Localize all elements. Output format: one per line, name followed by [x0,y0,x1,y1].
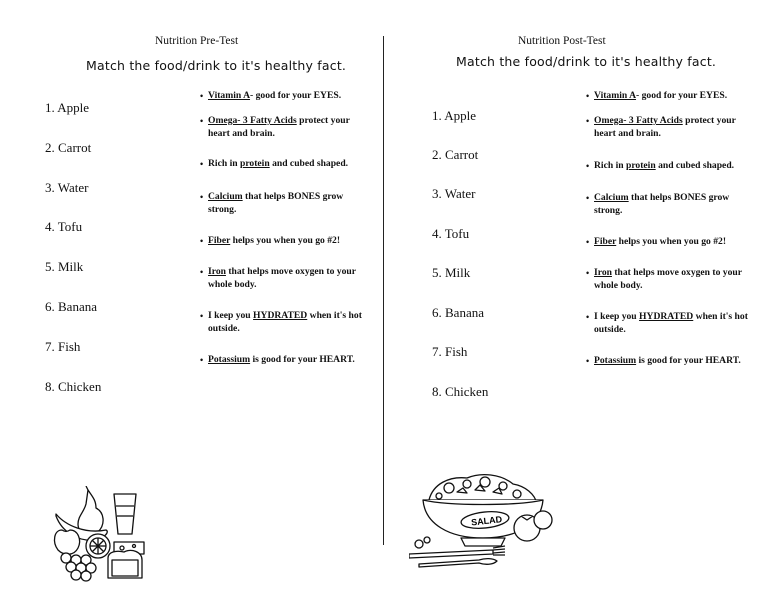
fact-lead: Rich in [594,160,626,171]
fact-hydrated [200,310,368,335]
food-item-tofu: 4. Tofu [45,219,83,234]
fact-lead: I keep you [594,311,640,322]
bullet-icon: • [586,268,590,278]
food-item-carrot: 2. Carrot [45,140,92,155]
fact-rest: and cubed shaped. [269,158,349,169]
fact-rest: - good for your EYES. [636,90,728,101]
fact-rest: and cubed shaped. [655,160,735,171]
food-item-apple: 1. Apple [432,108,477,123]
bullet-icon: • [200,311,204,321]
post-test-instructions: Match the food/drink to it's healthy fact. [456,54,717,69]
bullet-icon: • [200,116,204,126]
food-item-water: 3. Water [45,180,89,195]
bullet-icon: • [200,355,204,365]
salad-bowl-clipart-icon [409,470,559,570]
fact-rest: protect your heart and brain. [594,115,736,139]
food-item-apple: 1. Apple [45,100,90,115]
food-item-milk: 5. Milk [45,259,84,274]
post-test-section [385,0,768,594]
fact-calcium [200,191,368,216]
fruit-clipart-icon [52,486,152,582]
pre-test-instructions: Match the food/drink to it's healthy fact. [86,58,347,73]
fact-key: Iron [594,267,612,278]
fact-rest: helps you when you go #2! [230,235,341,246]
fact-key: protein [240,158,270,169]
food-item-tofu: 4. Tofu [432,226,470,241]
fact-key: Vitamin A [594,90,637,101]
fact-lead: Rich in [208,158,240,169]
food-item-chicken: 8. Chicken [432,384,489,399]
fact-potassium [586,355,764,368]
fact-fiber [200,235,378,248]
fact-rest: is good for your HEART. [636,355,741,366]
fact-rest: helps you when you go #2! [616,236,727,247]
bullet-icon: • [200,236,204,246]
post-test-title: Nutrition Post-Test [518,35,606,47]
bullet-icon: • [200,192,204,202]
food-item-banana: 6. Banana [432,305,484,320]
fact-lead: I keep you [208,310,254,321]
bullet-icon: • [586,312,590,322]
bullet-icon: • [200,267,204,277]
fact-protein [200,158,378,171]
pre-test-title: Nutrition Pre-Test [155,35,239,47]
fact-iron [586,267,754,292]
bullet-icon: • [586,356,590,366]
fact-rest: protect your heart and brain. [208,115,350,139]
fact-key: Omega- 3 Fatty Acids [594,115,683,126]
fact-key: Calcium [208,191,243,202]
food-item-water: 3. Water [432,186,476,201]
fact-key: Fiber [208,235,231,246]
fact-rest: that helps move oxygen to your whole body. [208,266,356,290]
fact-vitamin-a [586,90,759,103]
bullet-icon: • [586,91,590,101]
fact-rest: is good for your HEART. [250,354,355,365]
food-item-banana: 6. Banana [45,299,97,314]
fact-key: HYDRATED [253,310,308,321]
bullet-icon: • [586,193,590,203]
food-item-carrot: 2. Carrot [432,147,479,162]
fact-rest: that helps BONES grow strong. [208,191,344,215]
food-item-fish: 7. Fish [432,344,468,359]
fact-omega-3 [586,115,759,140]
fact-protein [586,160,764,173]
fact-calcium [586,192,754,217]
bullet-icon: • [586,237,590,247]
fact-key: Iron [208,266,226,277]
fact-key: Potassium [594,355,637,366]
fact-key: Omega- 3 Fatty Acids [208,115,297,126]
food-item-milk: 5. Milk [432,265,471,280]
bullet-icon: • [200,91,204,101]
bullet-icon: • [586,161,590,171]
food-item-fish: 7. Fish [45,339,81,354]
fact-key: Potassium [208,354,251,365]
fact-hydrated [586,311,754,336]
fact-key: Calcium [594,192,629,203]
fact-key: Vitamin A [208,90,251,101]
bullet-icon: • [200,159,204,169]
fact-rest: when it's hot outside. [208,310,362,334]
fact-iron [200,266,368,291]
fact-rest: when it's hot outside. [594,311,748,335]
fact-rest: that helps BONES grow strong. [594,192,730,216]
salad-label: SALAD [470,514,503,528]
fact-key: HYDRATED [639,311,694,322]
fact-rest: - good for your EYES. [250,90,342,101]
food-item-chicken: 8. Chicken [45,379,102,394]
fact-key: Fiber [594,236,617,247]
fact-omega-3 [200,115,373,140]
fact-rest: that helps move oxygen to your whole body. [594,267,742,291]
bullet-icon: • [586,116,590,126]
fact-key: protein [626,160,656,171]
fact-potassium [200,354,378,367]
fact-vitamin-a [200,90,373,103]
fact-fiber [586,236,764,249]
